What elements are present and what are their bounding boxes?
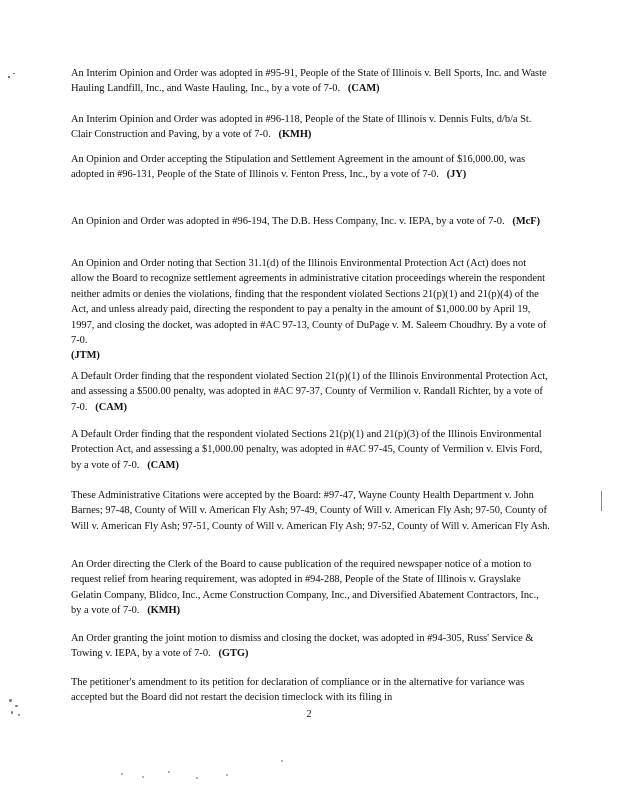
scan-artifact <box>226 774 228 776</box>
paragraph-initials: (JY) <box>446 169 467 181</box>
paragraph-opinion-96-194: An Opinion and Order was adopted in #96-194, The D.B. Hess Company, Inc. v. IEPA, by a vote of 7-0. (McF) <box>71 216 541 227</box>
paragraph-initials: (CAM) <box>147 459 179 471</box>
paragraph-initials: (KMH) <box>278 129 312 141</box>
paragraph-initials: (CAM) <box>95 401 127 413</box>
scan-artifact <box>8 76 10 78</box>
paragraph-order-94-305: An Order granting the joint motion to dismiss and closing the docket, was adopted in #94-305, Russ' Service & Towing v. IEPA, by a vote of 7-0. (GTG) <box>71 633 534 660</box>
paragraph-opinion-ac-97-13: An Opinion and Order noting that Section 31.1(d) of the Illinois Environmental Protection Act (Act) does not allow the Board to recognize settlement agreements in administrative citation proceedings wherein the respondent neither admits or denies the violations, finding that the respondent violated Sections 21(p)(1) and 21(p)(4) of the Act, and unless already paid, directing the respondent to pay a penalty in the amount of $1,000.00 by April 19, 1997, and closing the docket, was adopted in #AC 97-13, County of DuPage v. M. Saleem Choudhry. By a vote of 7-0. (JTM) <box>71 258 547 362</box>
scan-artifact <box>11 711 13 714</box>
paragraph-initials: (McF) <box>512 216 541 227</box>
paragraph-default-order-ac-97-37: A Default Order finding that the respondent violated Section 21(p)(1) of the Illinois Environmental Protection Act, and assessing a $500.00 penalty, was adopted in #AC 97-37, County of Vermilion v. Randall Richter, by a vote of 7-0. (CAM) <box>71 371 548 413</box>
scan-artifact <box>15 705 18 707</box>
scan-artifact <box>142 776 144 778</box>
scan-artifact <box>18 714 20 716</box>
paragraph-opinion-96-131: An Opinion and Order accepting the Stipulation and Settlement Agreement in the amount of $16,000.00, was adopted in #96-131, People of the State of Illinois v. Fenton Press, Inc., by a vote of 7-0. (JY) <box>71 154 526 181</box>
scan-artifact <box>121 773 123 775</box>
paragraph-default-order-ac-97-45: A Default Order finding that the respondent violated Sections 21(p)(1) and 21(p)(3) of the Illinois Environmental Protection Act, and assessing a $1,000.00 penalty, was adopted in #AC 97-45, County of Vermilion v. Elvis Ford, by a vote of 7-0. (CAM) <box>71 429 543 471</box>
paragraph-interim-opinion-96-118: An Interim Opinion and Order was adopted in #96-118, People of the State of Illinois v. Dennis Fults, d/b/a St. Clair Construction and Paving, by a vote of 7-0. (KMH) <box>71 114 532 141</box>
paragraph-initials: (KMH) <box>147 605 181 617</box>
paragraph-initials: (GTG) <box>218 648 249 660</box>
scan-artifact <box>168 771 170 773</box>
paragraph-order-94-288: An Order directing the Clerk of the Board to cause publication of the required newspaper notice of a motion to request relief from hearing requirement, was adopted in #94-288, People of the State of Illinois v. Grayslake Gelatin Company, Blidco, Inc., Acme Construction Company, Inc., and Diversified Abatement Contractors, Inc., by a vote of 7-0. (KMH) <box>71 559 539 617</box>
paragraph-initials: (CAM) <box>347 83 380 95</box>
scan-artifact <box>196 777 198 779</box>
scan-artifact <box>9 699 12 702</box>
paragraph-interim-opinion-95-91: An Interim Opinion and Order was adopted in #95-91, People of the State of Illinois v. Bell Sports, Inc. and Waste Hauling Landfill, Inc., and Waste Hauling, Inc., by a vote of 7-0. (CAM) <box>71 68 547 95</box>
scan-artifact <box>13 73 15 74</box>
paragraph-initials: (JTM) <box>71 350 100 362</box>
scan-artifact <box>601 491 602 511</box>
page-number: 2 <box>306 709 312 720</box>
paragraph-administrative-citations: These Administrative Citations were accepted by the Board: #97-47, Wayne County Health Department v. John Barnes; 97-48, County of Will v. American Fly Ash; 97-49, County of Will v. American Fly Ash; 97-50, County of Will v. American Fly Ash; 97-51, County of Will v. American Fly Ash; 97-52, County of Will v. American Fly Ash. <box>71 490 550 532</box>
paragraph-petitioner-amendment: The petitioner's amendment to its petition for declaration of compliance or in the alternative for variance was accepted but the Board did not restart the decision timeclock with its filing in <box>71 677 525 704</box>
scan-artifact <box>281 760 283 762</box>
